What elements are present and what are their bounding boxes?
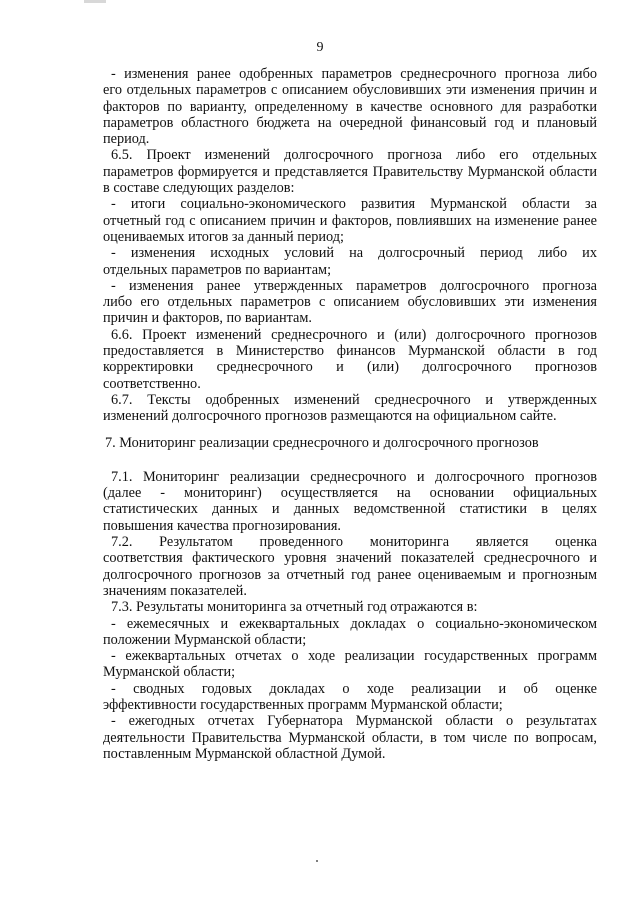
- text-line: долгосрочного прогнозов за отчетный год ранее оцениваемым и прогнозным: [103, 566, 597, 583]
- text-line: отдельных параметров по вариантам;: [103, 261, 332, 278]
- text-line: либо его отдельных параметров с описанием обусловивших эти изменения: [103, 294, 597, 311]
- text-line: - ежеквартальных отчетах о ходе реализации государственных программ: [111, 648, 597, 665]
- text-line: - изменения исходных условий на долгосрочный период либо их: [111, 245, 597, 262]
- text-line: оцениваемых итогов за данный период;: [103, 228, 345, 245]
- text-line: параметров формируется и представляется Правительству Мурманской области: [103, 163, 597, 180]
- text-line: - изменения ранее одобренных параметров среднесрочного прогноза либо: [111, 66, 597, 82]
- text-line: изменений долгосрочного прогнозов размещаются на официальном сайте.: [103, 408, 557, 425]
- text-line: 7.3. Результаты мониторинга за отчетный год отражаются в:: [111, 599, 478, 616]
- text-line: поставленным Мурманской областной Думой.: [103, 745, 386, 762]
- text-line: 6.5. Проект изменений долгосрочного прогноза либо его отдельных: [111, 147, 597, 164]
- text-line: корректировки среднесрочного и (или) долгосрочного прогнозов: [103, 359, 597, 376]
- scan-dot: [316, 860, 318, 862]
- text-line: Мурманской области;: [103, 664, 236, 681]
- scan-artifact: [84, 0, 106, 3]
- text-line: в составе следующих разделов:: [103, 180, 295, 197]
- text-line: эффективности государственных программ Мурманской области;: [103, 696, 503, 713]
- text-line: (далее - мониторинг) осуществляется на основании официальных: [103, 485, 597, 502]
- text-line: период.: [103, 131, 150, 148]
- text-line: соответствия фактического уровня значений показателей среднесрочного и: [103, 550, 597, 567]
- text-line: 7.2. Результатом проведенного мониторинга является оценка: [111, 534, 597, 551]
- text-line: положении Мурманской области;: [103, 631, 307, 648]
- page-number: 9: [316, 40, 324, 55]
- text-line: - изменения ранее утвержденных параметров долгосрочного прогноза: [111, 277, 597, 294]
- text-line: - ежегодных отчетах Губернатора Мурманской области о результатах: [111, 713, 597, 730]
- text-line: причин и факторов, по вариантам.: [103, 310, 312, 327]
- text-line: деятельности Правительства Мурманской области, в том числе по вопросам,: [103, 729, 597, 746]
- text-line: значениям показателей.: [103, 582, 247, 599]
- text-line: отчетный год с описанием причин и факторов, повлиявших на изменение ранее: [103, 212, 597, 229]
- text-line: 6.7. Тексты одобренных изменений среднесрочного и утвержденных: [111, 391, 597, 408]
- text-line: - сводных годовых докладах о ходе реализации и об оценке: [111, 680, 597, 697]
- section-heading: 7. Мониторинг реализации среднесрочного и долгосрочного прогнозов: [105, 434, 539, 451]
- text-line: его отдельных параметров с описанием обусловивших эти изменения причин и: [103, 82, 597, 99]
- text-line: предоставляется в Министерство финансов Мурманской области в год: [103, 343, 597, 360]
- text-line: факторов по варианту, определенному в качестве основного для разработки: [103, 98, 597, 115]
- text-line: статистических данных и данных ведомственной статистики в целях: [103, 501, 597, 518]
- text-line: - итоги социально-экономического развития Мурманской области за: [111, 196, 597, 213]
- document-body: [103, 66, 597, 762]
- text-line: 7.1. Мониторинг реализации среднесрочного и долгосрочного прогнозов: [111, 468, 597, 485]
- text-line: параметров областного бюджета на очередной финансовый год и плановый: [103, 114, 597, 131]
- text-line: 6.6. Проект изменений среднесрочного и (или) долгосрочного прогнозов: [111, 326, 597, 343]
- text-line: - ежемесячных и ежеквартальных докладах о социально-экономическом: [111, 615, 597, 632]
- text-line: повышения качества прогнозирования.: [103, 517, 341, 534]
- text-line: соответственно.: [103, 375, 201, 392]
